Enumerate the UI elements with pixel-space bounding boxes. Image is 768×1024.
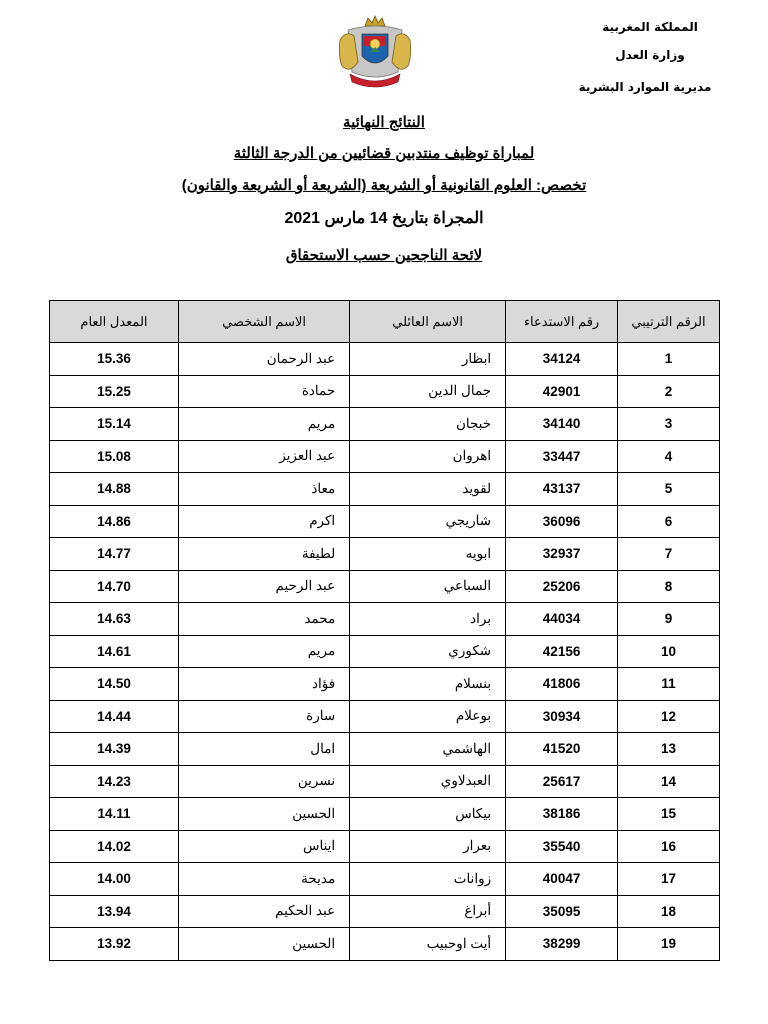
cell-average: 14.86 <box>50 505 179 538</box>
results-table <box>49 300 720 961</box>
cell-rank: 17 <box>618 863 720 896</box>
cell-given-name: حمادة <box>178 375 349 408</box>
cell-family-name: بوعلام <box>350 700 506 733</box>
cell-family-name: العبدلاوي <box>350 765 506 798</box>
cell-family-name: لقويد <box>350 473 506 506</box>
cell-given-name: عبد الحكيم <box>178 895 349 928</box>
cell-family-name: ابظار <box>350 343 506 376</box>
cell-average: 14.50 <box>50 668 179 701</box>
title-specialty: تخصص: العلوم القانونية أو الشريعة (الشريعة أو الشريعة والقانون) <box>181 177 587 194</box>
cell-rank: 8 <box>618 570 720 603</box>
cell-given-name: عبد العزيز <box>178 440 349 473</box>
cell-average: 14.39 <box>50 733 179 766</box>
header-family-name: الاسم العائلي <box>350 301 506 343</box>
cell-rank: 10 <box>618 635 720 668</box>
cell-rank: 19 <box>618 928 720 961</box>
cell-given-name: لطيفة <box>178 538 349 571</box>
cell-given-name: مريم <box>178 635 349 668</box>
table-row <box>50 733 720 766</box>
cell-average: 14.61 <box>50 635 179 668</box>
cell-rank: 12 <box>618 700 720 733</box>
table-row <box>50 765 720 798</box>
table-row <box>50 895 720 928</box>
cell-rank: 1 <box>618 343 720 376</box>
cell-average: 14.00 <box>50 863 179 896</box>
table-row <box>50 570 720 603</box>
cell-summons-number: 41806 <box>506 668 618 701</box>
cell-rank: 11 <box>618 668 720 701</box>
table-row <box>50 603 720 636</box>
cell-summons-number: 35540 <box>506 830 618 863</box>
cell-family-name: جمال الدين <box>350 375 506 408</box>
cell-rank: 15 <box>618 798 720 831</box>
cell-given-name: عبد الرحمان <box>178 343 349 376</box>
cell-summons-number: 35095 <box>506 895 618 928</box>
coat-of-arms-emblem <box>332 12 418 88</box>
cell-family-name: بنسلام <box>350 668 506 701</box>
cell-summons-number: 34124 <box>506 343 618 376</box>
cell-summons-number: 38299 <box>506 928 618 961</box>
cell-summons-number: 33447 <box>506 440 618 473</box>
cell-family-name: الهاشمي <box>350 733 506 766</box>
header-rank: الرقم الترتيبي <box>618 301 720 343</box>
table-row <box>50 863 720 896</box>
cell-average: 14.63 <box>50 603 179 636</box>
cell-average: 15.36 <box>50 343 179 376</box>
cell-given-name: عبد الرحيم <box>178 570 349 603</box>
cell-average: 15.14 <box>50 408 179 441</box>
cell-family-name: اهروان <box>350 440 506 473</box>
cell-rank: 9 <box>618 603 720 636</box>
cell-average: 14.44 <box>50 700 179 733</box>
cell-family-name: بيكاس <box>350 798 506 831</box>
cell-summons-number: 25206 <box>506 570 618 603</box>
table-header-row <box>50 301 720 343</box>
cell-average: 15.08 <box>50 440 179 473</box>
header-kingdom: المملكة المغربية <box>602 20 698 34</box>
cell-average: 14.88 <box>50 473 179 506</box>
cell-average: 13.94 <box>50 895 179 928</box>
cell-average: 14.23 <box>50 765 179 798</box>
header-summons-number: رقم الاستدعاء <box>506 301 618 343</box>
cell-given-name: معاذ <box>178 473 349 506</box>
cell-given-name: مديحة <box>178 863 349 896</box>
table-row <box>50 505 720 538</box>
cell-family-name: السباعي <box>350 570 506 603</box>
cell-average: 14.77 <box>50 538 179 571</box>
cell-given-name: نسرين <box>178 765 349 798</box>
cell-summons-number: 40047 <box>506 863 618 896</box>
cell-rank: 16 <box>618 830 720 863</box>
title-merit-list: لائحة الناجحين حسب الاستحقاق <box>285 247 483 264</box>
header-average: المعدل العام <box>50 301 179 343</box>
cell-summons-number: 34140 <box>506 408 618 441</box>
cell-rank: 14 <box>618 765 720 798</box>
cell-family-name: بعرار <box>350 830 506 863</box>
header-given-name: الاسم الشخصي <box>178 301 349 343</box>
cell-given-name: امال <box>178 733 349 766</box>
cell-rank: 7 <box>618 538 720 571</box>
cell-summons-number: 43137 <box>506 473 618 506</box>
header-ministry: وزارة العدل <box>615 48 685 62</box>
cell-summons-number: 32937 <box>506 538 618 571</box>
title-competition: لمباراة توظيف منتدبين قضائيين من الدرجة الثالثة <box>233 145 535 162</box>
cell-given-name: الحسين <box>178 798 349 831</box>
cell-summons-number: 36096 <box>506 505 618 538</box>
cell-summons-number: 44034 <box>506 603 618 636</box>
cell-given-name: اكرم <box>178 505 349 538</box>
cell-family-name: أبراغ <box>350 895 506 928</box>
cell-given-name: محمد <box>178 603 349 636</box>
cell-family-name: شكوري <box>350 635 506 668</box>
cell-rank: 4 <box>618 440 720 473</box>
cell-summons-number: 38186 <box>506 798 618 831</box>
cell-summons-number: 42901 <box>506 375 618 408</box>
table-row <box>50 830 720 863</box>
cell-given-name: مريم <box>178 408 349 441</box>
table-row <box>50 798 720 831</box>
cell-rank: 5 <box>618 473 720 506</box>
cell-average: 14.11 <box>50 798 179 831</box>
cell-family-name: شاريجي <box>350 505 506 538</box>
table-row <box>50 473 720 506</box>
cell-rank: 3 <box>618 408 720 441</box>
header-directorate: مديرية الموارد البشرية <box>578 80 712 94</box>
cell-rank: 2 <box>618 375 720 408</box>
cell-average: 15.25 <box>50 375 179 408</box>
cell-rank: 6 <box>618 505 720 538</box>
table-row <box>50 635 720 668</box>
cell-average: 14.02 <box>50 830 179 863</box>
cell-family-name: ابويه <box>350 538 506 571</box>
table-row <box>50 668 720 701</box>
title-date: المجراة بتاريخ 14 مارس 2021 <box>284 210 484 227</box>
table-row <box>50 408 720 441</box>
cell-summons-number: 41520 <box>506 733 618 766</box>
table-row <box>50 538 720 571</box>
table-row <box>50 343 720 376</box>
cell-family-name: أيت اوحبيب <box>350 928 506 961</box>
cell-given-name: ايناس <box>178 830 349 863</box>
cell-given-name: الحسين <box>178 928 349 961</box>
cell-family-name: خبجان <box>350 408 506 441</box>
cell-summons-number: 25617 <box>506 765 618 798</box>
cell-family-name: زوانات <box>350 863 506 896</box>
cell-average: 13.92 <box>50 928 179 961</box>
cell-rank: 13 <box>618 733 720 766</box>
table-row <box>50 375 720 408</box>
table-row <box>50 440 720 473</box>
cell-family-name: براد <box>350 603 506 636</box>
title-final-results: النتائج النهائية <box>343 114 425 131</box>
cell-summons-number: 30934 <box>506 700 618 733</box>
table-row <box>50 700 720 733</box>
cell-summons-number: 42156 <box>506 635 618 668</box>
cell-average: 14.70 <box>50 570 179 603</box>
table-row <box>50 928 720 961</box>
cell-given-name: فؤاد <box>178 668 349 701</box>
cell-given-name: سارة <box>178 700 349 733</box>
cell-rank: 18 <box>618 895 720 928</box>
